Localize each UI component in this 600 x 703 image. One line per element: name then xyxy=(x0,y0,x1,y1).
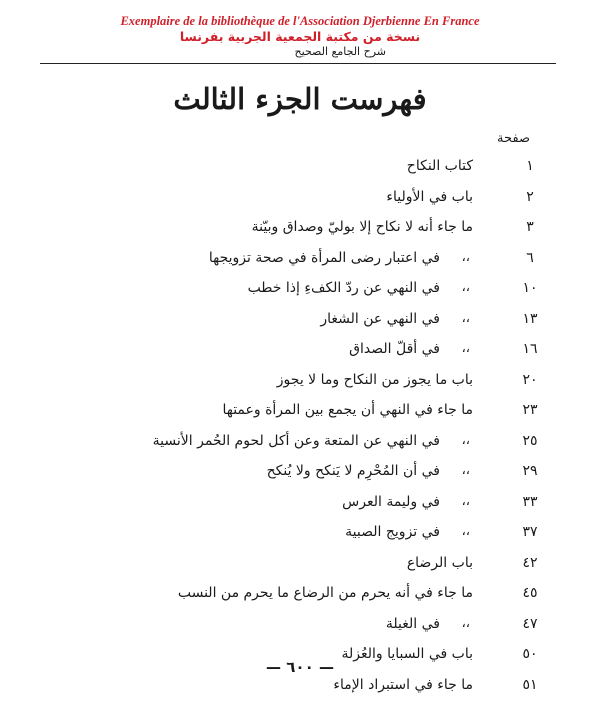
toc-row xyxy=(0,154,600,184)
toc-row xyxy=(0,215,600,245)
toc-page-number: ١ xyxy=(526,158,534,174)
toc-row xyxy=(0,490,600,520)
toc-row xyxy=(0,520,600,550)
toc-row xyxy=(0,581,600,611)
toc-page-number: ٣ xyxy=(526,219,534,235)
toc-page-number: ٢٩ xyxy=(522,463,538,479)
toc-entry-label: في الغيلة xyxy=(385,615,440,632)
toc-ditto-mark: ،، xyxy=(461,615,470,631)
toc-entry-label: كتاب النكاح xyxy=(406,158,473,174)
toc-ditto-mark: ،، xyxy=(461,280,470,295)
toc-page-number: ٤٧ xyxy=(522,615,538,632)
toc-entry-label: في النهي عن ردّ الكفءِ إذا خطب xyxy=(247,280,440,296)
toc-row xyxy=(0,612,600,642)
toc-ditto-mark: ،، xyxy=(461,249,470,265)
folio-page-number: — ٦٠٠ — xyxy=(266,658,334,676)
toc-page-number: ٣٧ xyxy=(522,524,538,540)
toc-ditto-mark: ،، xyxy=(461,463,470,478)
toc-entry-label: في أن المُحْرِم لا يَنكح ولا يُنكح xyxy=(266,463,440,479)
toc-entry-label: ما جاء في النهي أن يجمع بين المرأة وعمتها xyxy=(222,402,473,418)
watermark-french: Exemplaire de la bibliothèque de l'Association Djerbienne En France xyxy=(120,14,480,28)
toc-entry-label: في النهي عن المتعة وعن أكل لحوم الحُمر الأنسية xyxy=(152,432,440,449)
page-column-header: صفحة xyxy=(497,131,530,146)
running-head-text: شرح الجامع الصحيح xyxy=(294,45,386,58)
toc-ditto-mark: ،، xyxy=(461,524,470,539)
toc-page-number: ٥١ xyxy=(522,676,538,693)
toc-page-number: ٢٥ xyxy=(522,432,538,449)
toc-ditto-mark: ،، xyxy=(461,310,470,326)
toc-page-number: ٣٣ xyxy=(522,493,538,510)
toc-page-number: ١٣ xyxy=(522,310,538,327)
toc-entry-label: باب الرضاع xyxy=(406,554,473,571)
toc-page-number: ٤٥ xyxy=(522,585,538,601)
toc-page-number: ٥٠ xyxy=(522,646,538,662)
toc-entry-label: باب في الأولياء xyxy=(386,188,473,205)
toc-ditto-mark: ،، xyxy=(461,493,470,509)
toc-page-number: ١٦ xyxy=(522,341,538,357)
toc-row xyxy=(0,398,600,428)
running-head xyxy=(40,45,556,64)
toc-row xyxy=(0,673,600,703)
toc-entry-label: ما جاء في أنه يحرم من الرضاع ما يحرم من النسب xyxy=(177,585,473,601)
toc-row xyxy=(0,368,600,398)
toc-entry-label: ما جاء أنه لا نكاح إلا بوليّ وصداق وبيّنة xyxy=(251,219,473,235)
toc-page-number: ٤٢ xyxy=(522,554,538,571)
toc-row xyxy=(0,459,600,489)
toc-entry-label: في وليمة العرس xyxy=(342,493,440,510)
toc-entry-label: ما جاء في استبراد الإماء xyxy=(333,676,473,693)
toc-ditto-mark: ،، xyxy=(461,341,470,356)
toc-row xyxy=(0,551,600,581)
toc-page-number: ٢٣ xyxy=(522,402,538,418)
toc-entry-label: باب في السبايا والعُزلة xyxy=(341,646,473,662)
toc-entry-label: في النهي عن الشغار xyxy=(320,310,440,327)
toc-row xyxy=(0,246,600,276)
toc-page-number: ٢ xyxy=(526,188,534,205)
toc-row xyxy=(0,276,600,306)
toc-row xyxy=(0,185,600,215)
toc-entry-label: في تزويج الصبية xyxy=(345,524,440,540)
page-title: فهرست الجزء الثالث xyxy=(173,82,427,116)
toc-entry-label: باب ما يجوز من النكاح وما لا يجوز xyxy=(276,371,473,388)
toc-row xyxy=(0,429,600,459)
toc-ditto-mark: ،، xyxy=(461,432,470,448)
toc-page-number: ٦ xyxy=(526,249,534,266)
toc-row xyxy=(0,337,600,367)
toc-row xyxy=(0,307,600,337)
toc-page-number: ١٠ xyxy=(522,280,538,296)
toc-page-number: ٢٠ xyxy=(522,371,538,388)
watermark-arabic: نسخة من مكتبة الجمعية الجربية بفرنسا xyxy=(179,29,421,44)
toc-entry-label: في أقلّ الصداق xyxy=(349,341,440,357)
toc-entry-label: في اعتبار رضى المرأة في صحة تزويجها xyxy=(208,249,440,266)
